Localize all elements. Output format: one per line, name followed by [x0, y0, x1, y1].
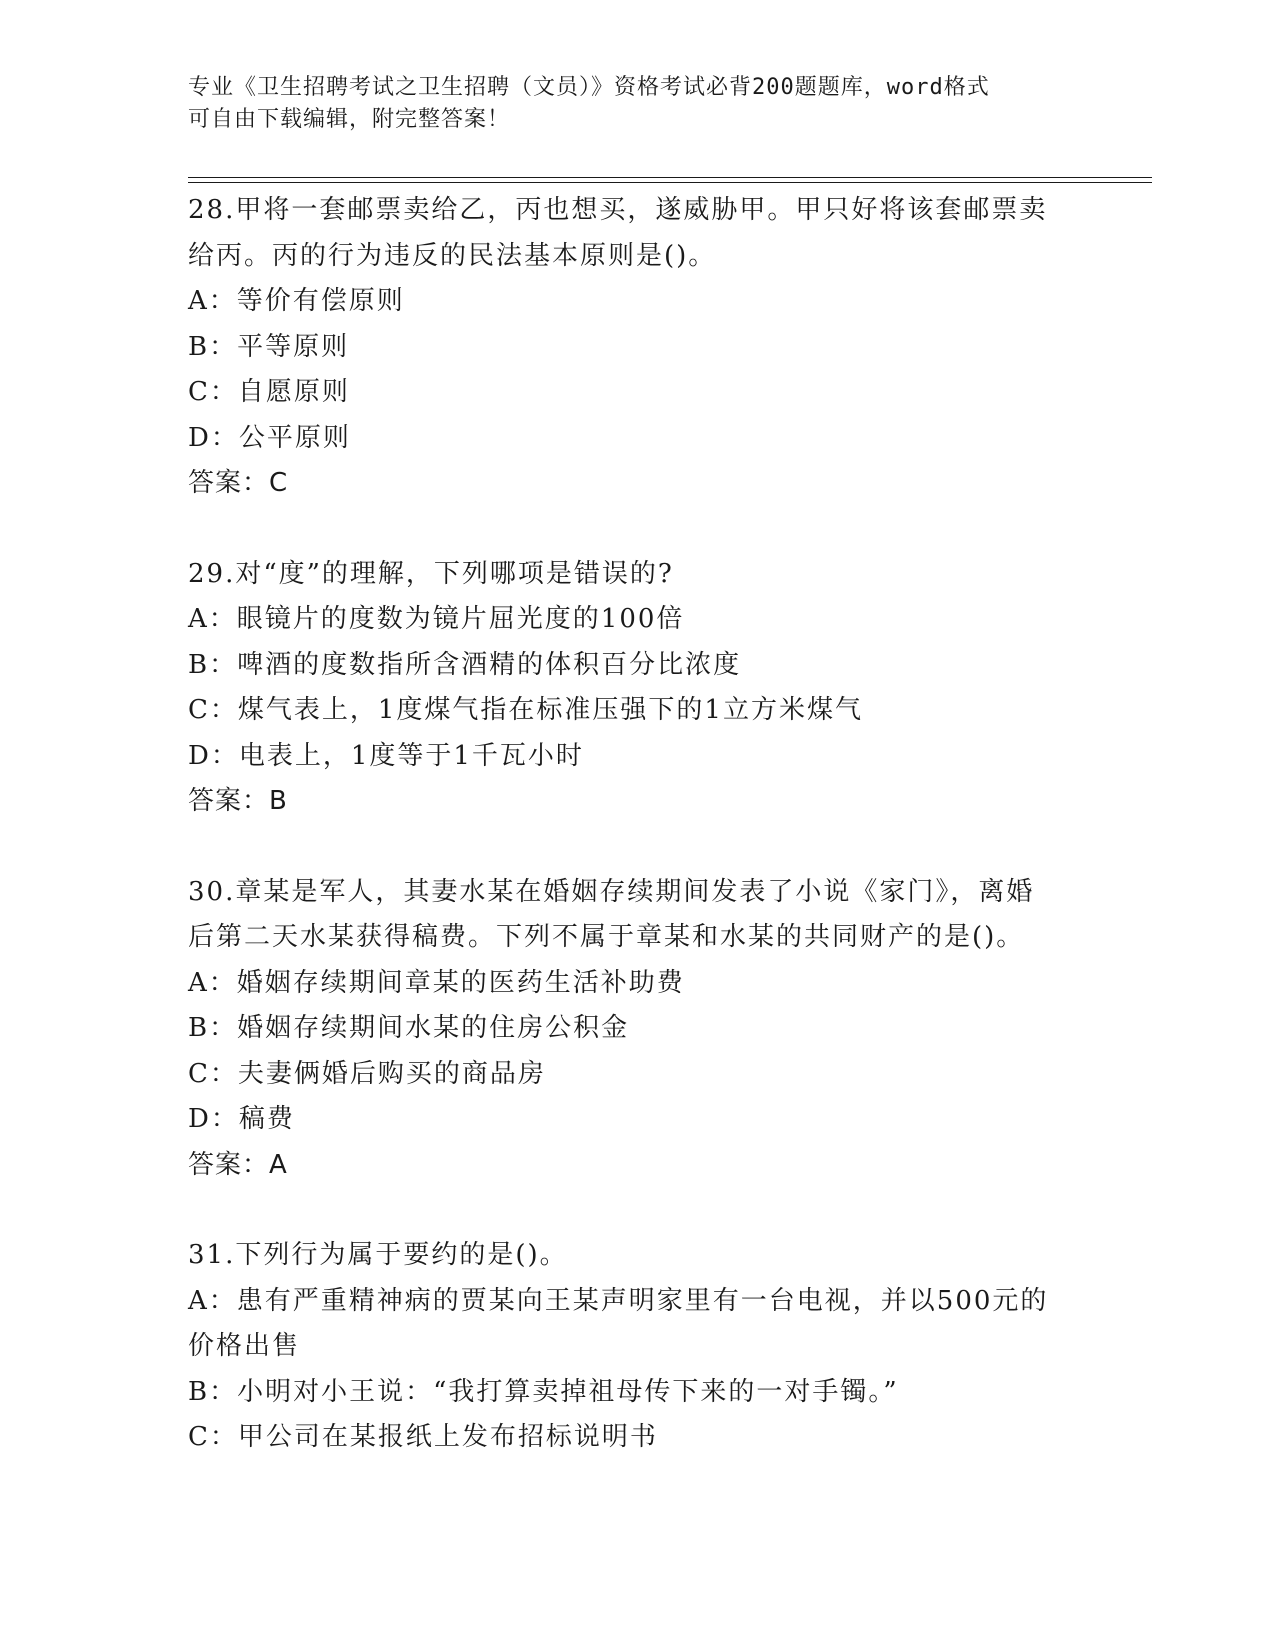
question-30 — [188, 870, 1078, 1189]
option-b: B：啤酒的度数指所含酒精的体积百分比浓度 — [188, 649, 742, 680]
question-stem-line: 后第二天水某获得稿费。下列不属于章某和水某的共同财产的是()。 — [188, 922, 1025, 952]
question-29 — [188, 552, 1078, 825]
answer-line: 答案：C — [188, 468, 289, 498]
option-a-continued: 价格出售 — [188, 1331, 301, 1361]
question-31 — [188, 1233, 1078, 1461]
header-line-2: 可自由下载编辑，附完整答案！ — [188, 107, 511, 132]
question-stem-line: 给丙。丙的行为违反的民法基本原则是()。 — [188, 240, 717, 271]
option-d: D：稿费 — [188, 1104, 295, 1134]
document-header — [188, 72, 1068, 136]
question-stem-line: 28.甲将一套邮票卖给乙，丙也想买，遂威胁甲。甲只好将该套邮票卖 — [188, 195, 1048, 225]
option-b: B：婚姻存续期间水某的住房公积金 — [188, 1013, 630, 1043]
option-b: B：平等原则 — [188, 331, 350, 362]
question-stem-line: 30.章某是军人，其妻水某在婚姻存续期间发表了小说《家门》，离婚 — [188, 876, 1035, 907]
option-d: D：电表上，1度等于1千瓦小时 — [188, 740, 584, 771]
question-list — [188, 188, 1078, 1461]
question-28 — [188, 188, 1078, 507]
header-rule-bottom — [188, 182, 1152, 183]
option-a: A：眼镜片的度数为镜片屈光度的100倍 — [188, 604, 685, 634]
option-c: C：自愿原则 — [188, 377, 350, 407]
header-rule-top — [188, 177, 1152, 178]
option-a: A：婚姻存续期间章某的医药生活补助费 — [188, 967, 685, 998]
question-stem-line: 31.下列行为属于要约的是()。 — [188, 1240, 568, 1270]
option-c: C：甲公司在某报纸上发布招标说明书 — [188, 1422, 658, 1452]
answer-line: 答案：B — [188, 786, 288, 816]
header-line-1: 专业《卫生招聘考试之卫生招聘（文员）》资格考试必背200题题库，word格式 — [188, 75, 990, 100]
answer-line: 答案：A — [188, 1149, 288, 1180]
option-a: A：等价有偿原则 — [188, 286, 405, 316]
option-a: A：患有严重精神病的贾某向王某声明家里有一台电视，并以500元的 — [188, 1285, 1049, 1316]
option-d: D：公平原则 — [188, 422, 351, 453]
option-b: B：小明对小王说：“我打算卖掉祖母传下来的一对手镯。” — [188, 1376, 899, 1407]
question-stem-line: 29.对“度”的理解，下列哪项是错误的? — [188, 558, 674, 589]
option-c: C：煤气表上，1度煤气指在标准压强下的1立方米煤气 — [188, 695, 863, 725]
option-c: C：夫妻俩婚后购买的商品房 — [188, 1058, 546, 1089]
